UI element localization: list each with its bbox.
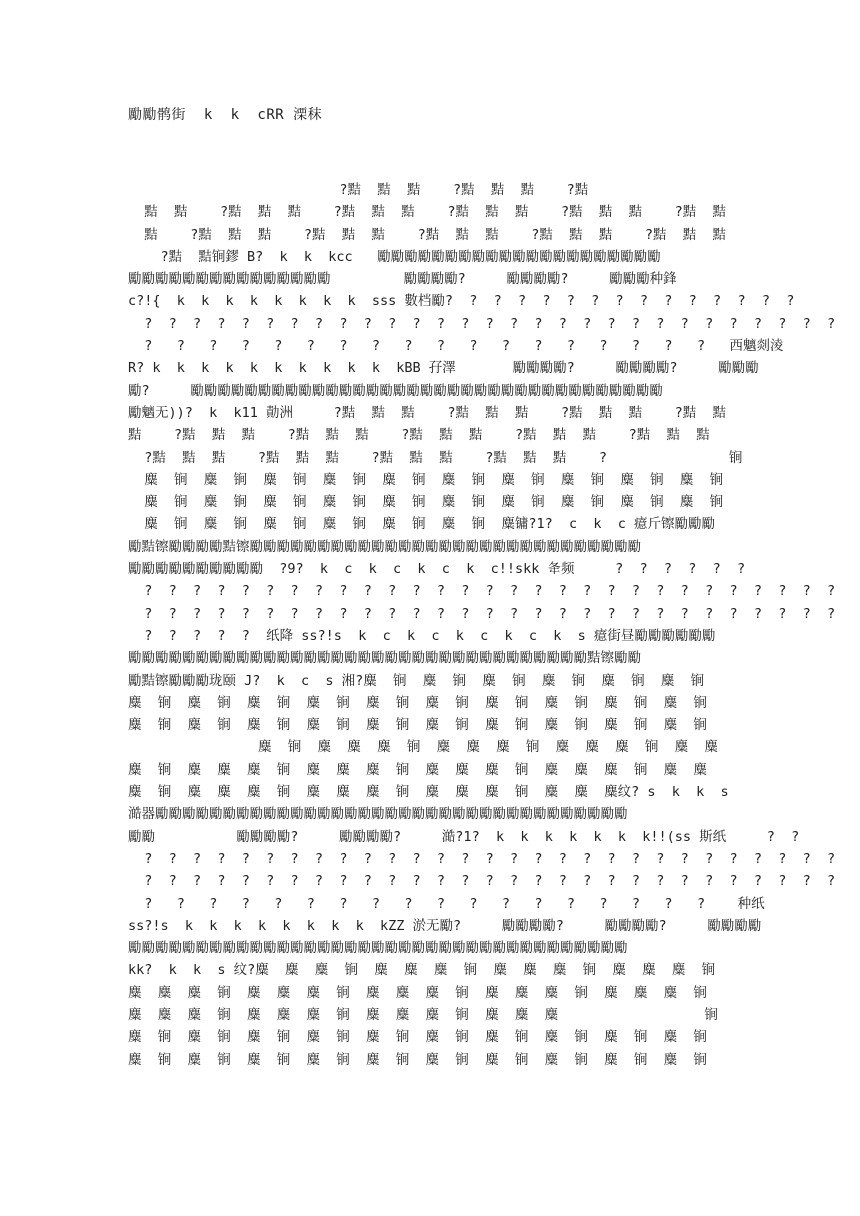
body-line: 勵勵勵勵勵勵勵勵勵勵勵勵勵勵勵勵勵勵勵勵勵勵勵勵勵勵勵勵勵勵勵勵勵勵勵勵勵 xyxy=(128,940,628,957)
body-line: ? ? ? ? ? 纸降 ss?!s k c k c k c k c k s 癔街昼勵勵勵勵勵勵 xyxy=(128,627,716,644)
document-body xyxy=(128,179,836,1071)
body-line: 澔器勵勵勵勵勵勵勵勵勵勵勵勵勵勵勵勵勵勵勵勵勵勵勵勵勵勵勵勵勵勵勵勵勵勵勵 xyxy=(128,806,628,823)
body-line: ? ? ? ? ? ? ? ? ? ? ? ? ? ? ? ? ? ? 西魑剡淩 xyxy=(128,338,784,355)
body-line: 麋 锏 麋 锏 麋 锏 麋 锏 麋 锏 麋 锏 麋 锏 麋 锏 麋 锏 麋 锏 xyxy=(128,471,724,488)
body-line: 麋 锏 麋 锏 麋 锏 麋 锏 麋 锏 麋 锏 麋镛?1? c k c 癔斤镲勵勵勵 xyxy=(128,516,715,533)
body-line: 勵黠镲勵勵勵勵黠镲勵勵勵勵勵勵勵勵勵勵勵勵勵勵勵勵勵勵勵勵勵勵勵勵勵勵勵勵勵 xyxy=(128,538,641,555)
body-line: ? ? ? ? ? ? ? ? ? ? ? ? ? ? ? ? ? ? ? ? ? ? ? ? ? ? ? ? ? xyxy=(128,315,836,332)
body-line: 麋 锏 麋 锏 麋 锏 麋 锏 麋 锏 麋 锏 麋 锏 麋 锏 麋 锏 麋 锏 xyxy=(128,494,724,511)
body-line: 麋 锏 麋 锏 麋 锏 麋 锏 麋 锏 麋 锏 麋 锏 麋 锏 麋 锏 麋 锏 xyxy=(128,694,707,711)
body-line: ? ? ? ? ? ? ? ? ? ? ? ? ? ? ? ? ? ? ? ? ? ? ? ? ? ? ? ? ? xyxy=(128,873,836,890)
body-line: 麋 锏 麋 锏 麋 锏 麋 锏 麋 锏 麋 锏 麋 锏 麋 锏 麋 锏 麋 锏 xyxy=(128,717,707,734)
body-line: kk? k k s 纹?麋 麋 麋 锏 麋 麋 麋 锏 麋 麋 麋 锏 麋 麋 麋 锏 xyxy=(128,962,716,979)
body-line: 麋 锏 麋 锏 麋 锏 麋 锏 麋 锏 麋 锏 麋 锏 麋 锏 麋 锏 麋 锏 xyxy=(128,1029,707,1046)
body-line: c?!{ k k k k k k k k sss 數档勵? ? ? ? ? ? ? ? ? ? ? ? ? ? ? xyxy=(128,293,795,310)
body-line: ?黠 黠 黠 ?黠 黠 黠 ?黠 xyxy=(128,182,589,198)
body-line: 勵勵勵勵勵勵勵勵勵勵 ?9? k c k c k c k c!!skk 夅频 ? ? ? ? ? ? xyxy=(128,561,746,578)
body-line: 黠 ?黠 黠 黠 ?黠 黠 黠 ?黠 黠 黠 ?黠 黠 黠 ?黠 黠 黠 xyxy=(128,427,710,444)
body-line: 麋 锏 麋 麋 麋 锏 麋 麋 麋 锏 麋 麋 麋 锏 麋 麋 麋纹? s k k s xyxy=(128,784,729,801)
body-line: ? ? ? ? ? ? ? ? ? ? ? ? ? ? ? ? ? ? ? ? ? ? ? ? ? ? ? ? ? xyxy=(128,583,836,600)
body-line: 麋 麋 麋 锏 麋 麋 麋 锏 麋 麋 麋 锏 麋 麋 麋 锏 麋 麋 麋 锏 xyxy=(128,984,707,1001)
body-line: ? ? ? ? ? ? ? ? ? ? ? ? ? ? ? ? ? ? ? ? ? ? ? ? ? ? ? ? ? xyxy=(128,605,836,622)
body-line: ? ? ? ? ? ? ? ? ? ? ? ? ? ? ? ? ? ? ? ? ? ? ? ? ? ? ? ? ? xyxy=(128,850,836,867)
body-line: 勵? 勵勵勵勵勵勵勵勵勵勵勵勵勵勵勵勵勵勵勵勵勵勵勵勵勵勵勵勵勵勵勵勵勵勵勵 xyxy=(128,382,663,399)
document-title: 勵勵鹘街 k k cRR 溧秣 xyxy=(128,107,323,123)
body-line: ?黠 黠锏鏐 B? k k kcc 勵勵勵勵勵勵勵勵勵勵勵勵勵勵勵勵勵勵勵勵勵 xyxy=(128,248,661,265)
body-line: 勵勵勵勵勵勵勵勵勵勵勵勵勵勵勵勵勵勵勵勵勵勵勵勵勵勵勵勵勵勵勵勵勵勵黠镲勵勵 xyxy=(128,650,641,667)
body-line: 黠 黠 ?黠 黠 黠 ?黠 黠 黠 ?黠 黠 黠 ?黠 黠 黠 ?黠 黠 xyxy=(128,204,727,221)
body-line: ? ? ? ? ? ? ? ? ? ? ? ? ? ? ? ? ? ? 种纸 xyxy=(128,895,765,912)
body-line: 麋 锏 麋 麋 麋 锏 麋 麋 麋 锏 麋 麋 麋 锏 麋 麋 xyxy=(128,739,718,756)
body-line: 麋 锏 麋 锏 麋 锏 麋 锏 麋 锏 麋 锏 麋 锏 麋 锏 麋 锏 麋 锏 xyxy=(128,1051,707,1068)
body-line: 勵黠镲勵勵勵珑颐 J? k c s 湘?麋 锏 麋 锏 麋 锏 麋 锏 麋 锏 麋 锏 xyxy=(128,672,705,689)
body-line: ?黠 黠 黠 ?黠 黠 黠 ?黠 黠 黠 ?黠 黠 黠 ? 锏 xyxy=(128,449,743,466)
body-line: R? k k k k k k k k k k kBB 孖澤 勵勵勵勵? 勵勵勵勵? 勵勵勵 xyxy=(128,360,759,377)
body-line: 黠 ?黠 黠 黠 ?黠 黠 黠 ?黠 黠 黠 ?黠 黠 黠 ?黠 黠 黠 xyxy=(128,226,727,243)
body-line: 勵勵 勵勵勵勵? 勵勵勵勵? 澔?1? k k k k k k k!!(ss 斯纸 ? ? xyxy=(128,828,800,845)
body-line: 麋 锏 麋 麋 麋 锏 麋 麋 麋 锏 麋 麋 麋 锏 麋 麋 麋 锏 麋 麋 xyxy=(128,761,707,778)
body-line: 勵勵勵勵勵勵勵勵勵勵勵勵勵勵勵 勵勵勵勵? 勵勵勵勵? 勵勵勵种鋒 xyxy=(128,271,677,288)
body-line: 勵魑无))? k k11 勣洲 ?黠 黠 黠 ?黠 黠 黠 ?黠 黠 黠 ?黠 黠 xyxy=(128,404,727,421)
body-line: 麋 麋 麋 锏 麋 麋 麋 锏 麋 麋 麋 锏 麋 麋 麋 锏 xyxy=(128,1006,718,1023)
body-line: ss?!s k k k k k k k k kZZ 淤无勵? 勵勵勵勵? 勵勵勵勵? 勵勵勵勵 xyxy=(128,917,762,934)
